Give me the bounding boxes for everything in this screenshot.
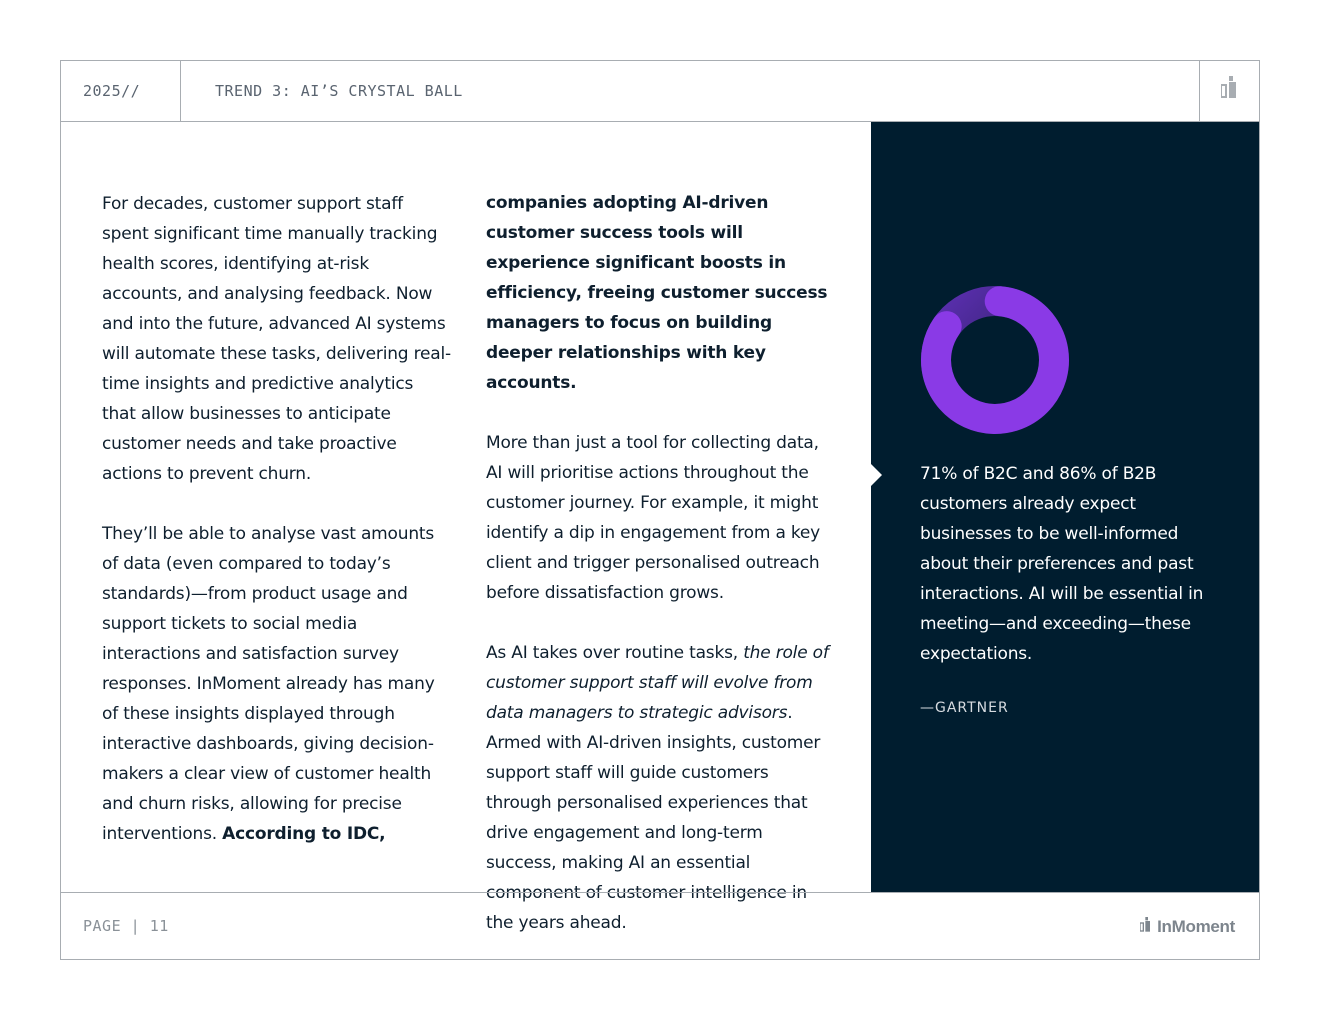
paragraph-idc-claim	[486, 188, 836, 398]
page-number: PAGE | 11	[83, 917, 169, 935]
header-year: 2025//	[61, 61, 181, 121]
paragraph-manual-tracking: For decades, customer support staff spent significant time manually tracking health scores, identifying at-risk accounts, and analysing feedback. Now and into the future, advanced AI systems will automate these tasks, delivering real-time insights and predictive analytics that allow businesses to anticipate customer needs and take proactive actions to prevent churn.	[102, 194, 451, 484]
header-logo	[1199, 61, 1259, 121]
inmoment-logo-icon	[1140, 917, 1152, 937]
page-frame	[60, 60, 1260, 960]
stat-source: —GARTNER	[920, 700, 1009, 716]
role-evolve-italic: the role of customer support staff will evolve from data managers to strategic advisors	[486, 643, 829, 723]
stat-panel	[871, 122, 1259, 892]
header-title: TREND 3: AI’S CRYSTAL BALL	[215, 82, 463, 100]
stat-donut-chart	[920, 285, 1070, 435]
inmoment-logo-icon	[1221, 76, 1239, 106]
donut-value-arc	[936, 301, 1054, 419]
routine-tasks-start: As AI takes over routine tasks,	[486, 643, 738, 663]
paragraph-vast-data-text: They’ll be able to analyse vast amounts of data (even compared to today’s standards)—from product usage and support tickets to social media interactions and satisfaction survey responses. InMoment already has many of these insights displayed through interactive dashboards, giving decision-makers a clear view of customer health and churn risks, allowing for precise interventions.	[102, 524, 435, 844]
page-header	[61, 61, 1259, 122]
page-footer	[61, 892, 1259, 960]
paragraph-vast-data	[102, 519, 452, 849]
body-column-right	[486, 188, 836, 968]
routine-tasks-dot: .	[787, 703, 793, 723]
footer-brand	[1140, 916, 1235, 938]
brand-name: InMoment	[1157, 917, 1235, 936]
stat-quote: 71% of B2C and 86% of B2B customers already expect businesses to be well-informed about their preferences and past interactions. AI will be essential in meeting—and exceeding—these expectations.	[920, 464, 1204, 664]
idc-claim-text: companies adopting AI-driven customer success tools will experience significant boosts in efficiency, freeing customer success managers to focus on building deeper relationships with key accounts.	[486, 193, 828, 393]
idc-lead-in: According to IDC,	[222, 824, 386, 844]
paragraph-prioritise: More than just a tool for collecting data, AI will prioritise actions throughout the customer journey. For example, it might identify a dip in engagement from a key client and trigger personalised outreach before dissatisfaction grows.	[486, 433, 821, 603]
panel-notch	[871, 464, 882, 486]
body-column-left	[102, 189, 452, 879]
routine-tasks-end: Armed with AI-driven insights, customer support staff will guide customers through personalised experiences that drive engagement and long-term success, making AI an essential component of customer intelligence in the years ahead.	[486, 733, 821, 933]
